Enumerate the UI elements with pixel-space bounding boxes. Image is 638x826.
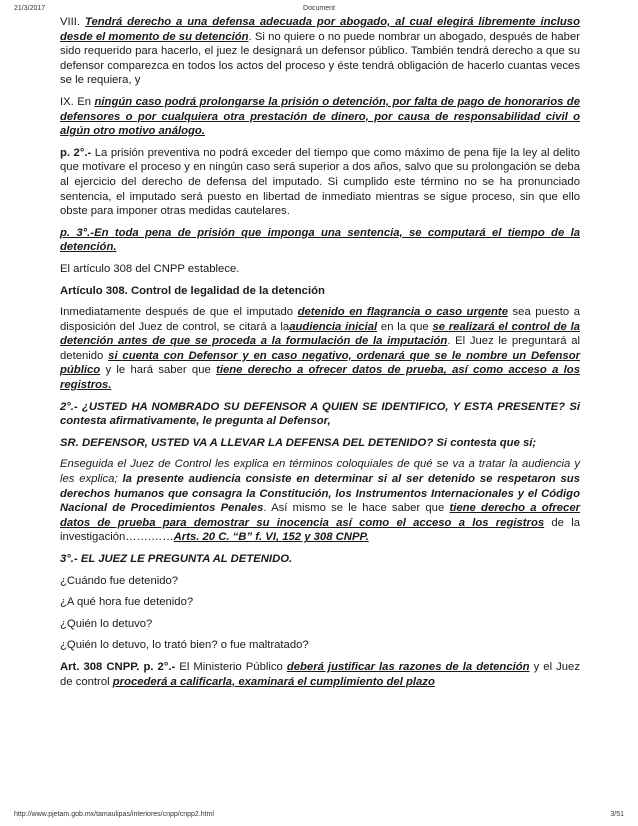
paragraph-sr — [60, 436, 580, 451]
text-run: IX. En — [60, 95, 95, 108]
text-run: la presente audiencia consiste en determinar si al ser detenido se respetaron sus derechos humanos que consagra la Constitución, los Instrumentos Internacionales y el Código Nacional de Procedimientos Penales — [60, 473, 580, 515]
paragraph-q3 — [60, 552, 580, 567]
text-run: Art. 308 CNPP. p. 2°.- — [60, 660, 180, 673]
text-run: p. 3°.-En toda pena de prisión que imponga una sentencia, se computará el tiempo de la detención. — [60, 226, 580, 254]
text-run: en la que — [377, 320, 433, 333]
text-run: Arts. 20 C. “B” f. VI, 152 y 308 CNPP. — [173, 531, 369, 544]
print-date: 21/3/2017 — [14, 5, 46, 12]
text-run: ¿Cuándo fue detenido? — [60, 574, 179, 587]
paragraph-trato — [60, 638, 580, 653]
paragraph-enseguida — [60, 457, 580, 545]
paragraph-cuando — [60, 574, 580, 589]
page-number: 3/51 — [610, 811, 624, 818]
text-run: procederá a calificarla, examinará el cumplimiento del plazo — [112, 675, 435, 688]
text-run: . Así mismo se le hace saber que — [263, 502, 450, 515]
paragraph-art308-intro — [60, 262, 580, 277]
text-run: se realizará el control de la detención antes de que se proceda a la formulación de la imputación — [60, 320, 581, 348]
paragraph-p3 — [60, 226, 580, 255]
paragraph-q2 — [60, 400, 580, 429]
paragraph-art308p2 — [60, 660, 580, 689]
text-run: si cuenta con Defensor y en caso negativo, ordenará que se le nombre un Defensor público — [60, 349, 580, 377]
text-run: ¿Quién lo detuvo, lo trató bien? o fue maltratado? — [60, 639, 309, 652]
text-run: . El Juez le preguntará al detenido — [60, 335, 580, 362]
source-url: http://www.pjetam.gob.mx/tamaulipas/interiores/cnpp/cnpp2.html — [14, 811, 214, 818]
text-run: y el Juez de control — [60, 660, 580, 688]
text-run: 2°.- ¿USTED HA NOMBRADO SU DEFENSOR A QUIEN SE IDENTIFICO, Y ESTA PRESENTE? Si contesta afirmativamente, le pregunta al Defensor, — [60, 400, 580, 428]
text-run: El artículo 308 del CNPP establece. — [60, 262, 240, 275]
document-title: Document — [303, 5, 335, 12]
document-body — [60, 15, 580, 696]
text-run: Enseguida el Juez de Control les explica en términos coloquiales de qué se va a tratar la audiencia y les explica; — [60, 458, 580, 486]
text-run: 3°.- EL JUEZ LE PREGUNTA AL DETENIDO. — [60, 553, 293, 565]
paragraph-ix — [60, 95, 580, 139]
text-run: tiene derecho a ofrecer datos de prueba, así como acceso a los registros. — [60, 364, 580, 392]
text-run: ningún caso podrá prolongarse la prisión o detención, por falta de pago de honorarios de defensores o por cualquiera otra prestación de dinero, por causa de responsabilidad civil o algún otro motivo análogo. — [60, 95, 580, 138]
paragraph-art308-body — [60, 305, 580, 393]
text-run: detenido en flagrancia o caso urgente — [297, 306, 508, 319]
paragraph-p2 — [60, 146, 580, 219]
text-run: El Ministerio Público — [179, 660, 287, 673]
paragraph-quien — [60, 617, 580, 632]
paragraph-viii — [60, 15, 580, 88]
text-run: sea puesto a disposición del Juez de control, se citará a la — [60, 306, 581, 333]
text-run: de la investigación…….…… — [60, 516, 580, 544]
text-run: Artículo 308. Control de legalidad de la detención — [60, 284, 325, 297]
text-run: ¿Quién lo detuvo? — [60, 617, 153, 630]
text-run: p. 2°.- — [60, 146, 95, 159]
text-run: y le hará saber que — [100, 364, 217, 377]
text-run: La prisión preventiva no podrá exceder del tiempo que como máximo de pena fije la ley al delito que motivare el proceso y en ningún caso será superior a dos años, salvo que su prolongación se deba al ejercicio del derecho de defensa del imputado. Si cumplido este término no se ha pronunciado sentencia, el imputado será puesto en libertad de inmediato mientras se sigue proceso, sin que ello obste para imponer otras medidas cautelares. — [60, 146, 580, 218]
text-run: tiene derecho a ofrecer datos de prueba para demostrar su inocencia así como el acceso a los registros — [60, 502, 580, 529]
text-run: . Si no quiere o no puede nombrar un abogado, después de haber sido requerido para hacerlo, el juez le designará un defensor público. También tendrá derecho a que su defensor comparezca en todos los actos del proceso y éste tendrá obligación de hacerlo cuantas veces se le requiera, y — [60, 30, 581, 87]
text-run: Tendrá derecho a una defensa adecuada por abogado, al cual elegirá libremente incluso desde el momento de su detención — [60, 16, 580, 43]
text-run: VIII. — [60, 16, 86, 28]
text-run: SR. DEFENSOR, USTED VA A LLEVAR LA DEFENSA DEL DETENIDO? Si contesta que sí; — [60, 436, 537, 449]
paragraph-hora — [60, 595, 580, 610]
paragraph-art308-title — [60, 284, 580, 299]
text-run: audiencia inicial — [289, 320, 378, 333]
text-run: deberá justificar las razones de la detención — [286, 660, 530, 673]
text-run: Inmediatamente después de que el imputado — [60, 306, 298, 319]
text-run: ¿A qué hora fue detenido? — [60, 596, 194, 609]
